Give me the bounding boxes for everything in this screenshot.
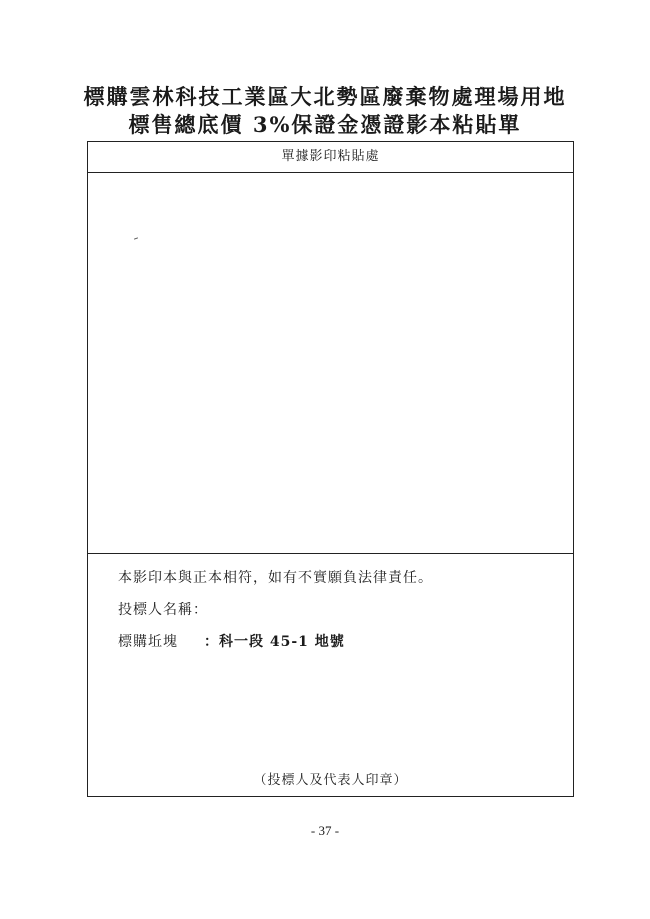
seal-note: （投標人及代表人印章）	[253, 773, 408, 788]
document-title-line-1: 標購雲林科技工業區大北勢區廢棄物處理場用地	[83, 84, 567, 109]
parcel-value: ：科一段 45-1 地號	[204, 634, 345, 650]
scan-speck	[134, 237, 138, 239]
parcel-row	[118, 631, 345, 651]
certification-statement: 本影印本與正本相符，如有不實願負法律責任。	[118, 570, 433, 586]
paste-area-header: 單據影印粘貼處	[88, 142, 573, 173]
document-title-line-2: 標售總底價 3%保證金憑證影本粘貼單	[128, 112, 522, 137]
bidder-name-label: 投標人名稱：	[118, 602, 208, 618]
bidder-info-area	[88, 554, 573, 794]
page-number: - 37 -	[310, 823, 340, 838]
form-sheet	[87, 141, 574, 797]
parcel-label: 標購坵塊	[118, 634, 178, 650]
receipt-paste-area	[88, 173, 573, 554]
